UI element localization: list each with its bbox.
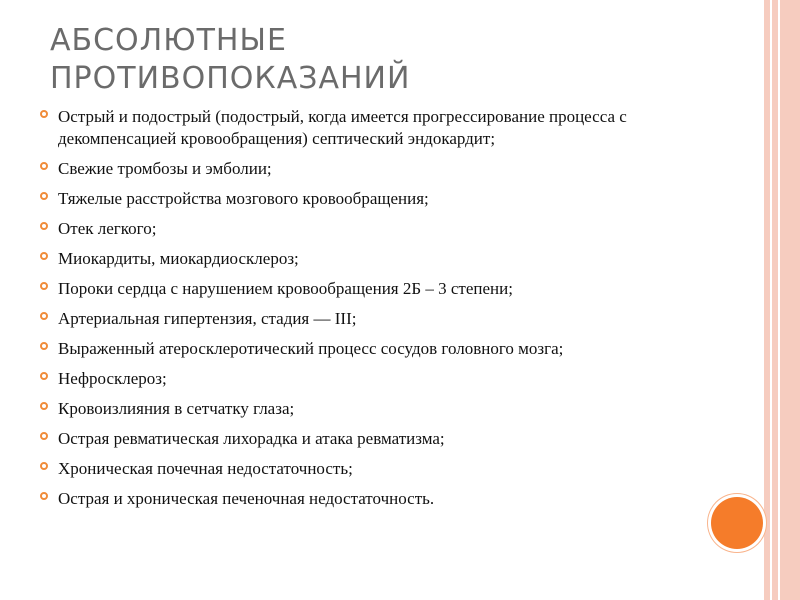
list-item-text: Отек легкого; [58,219,157,238]
bullet-icon [40,252,48,260]
list-item [40,308,720,330]
list-item [40,488,720,510]
decorative-circle [711,497,763,549]
bullet-icon [40,110,48,118]
list-item [40,106,720,150]
bullet-icon [40,372,48,380]
list-item [40,248,720,270]
list-item-text: Острая ревматическая лихорадка и атака ревматизма; [58,429,445,448]
list-item-text: Острая и хроническая печеночная недостаточность. [58,489,435,508]
bullet-icon [40,402,48,410]
list-item [40,218,720,240]
bullet-icon [40,192,48,200]
list-item-text: Миокардиты, миокардиосклероз; [58,249,299,268]
list-item-text: Артериальная гипертензия, стадия — III; [58,309,357,328]
list-item [40,188,720,210]
list-item [40,458,720,480]
list-item [40,338,720,360]
list-item [40,398,720,420]
list-item-text: Пороки сердца с нарушением кровообращения 2Б – 3 степени; [58,279,513,298]
bullet-icon [40,222,48,230]
list-item [40,158,720,180]
list-item-text: Тяжелые расстройства мозгового кровообращения; [58,189,429,208]
list-item [40,428,720,450]
decorative-stripes [764,0,800,600]
list-item-text: Нефросклероз; [58,369,167,388]
title-line-2: ПРОТИВОПОКАЗАНИЙ [50,61,411,96]
list-item-text: Острый и подострый (подострый, когда имеется прогрессирование процесса с декомпенсацией кровообращения) септический эндокардит; [58,107,627,148]
list-item [40,368,720,390]
list-item-text: Свежие тромбозы и эмболии; [58,159,272,178]
bullet-icon [40,342,48,350]
bullet-icon [40,462,48,470]
bullet-icon [40,492,48,500]
bullet-icon [40,282,48,290]
bullet-icon [40,162,48,170]
contraindications-list [40,106,720,518]
bullet-icon [40,312,48,320]
slide-title [50,22,700,98]
list-item-text: Выраженный атеросклеротический процесс сосудов головного мозга; [58,339,564,358]
list-item [40,278,720,300]
bullet-icon [40,432,48,440]
title-line-1: АБСОЛЮТНЫЕ [50,23,287,58]
list-item-text: Кровоизлияния в сетчатку глаза; [58,399,295,418]
list-item-text: Хроническая почечная недостаточность; [58,459,353,478]
